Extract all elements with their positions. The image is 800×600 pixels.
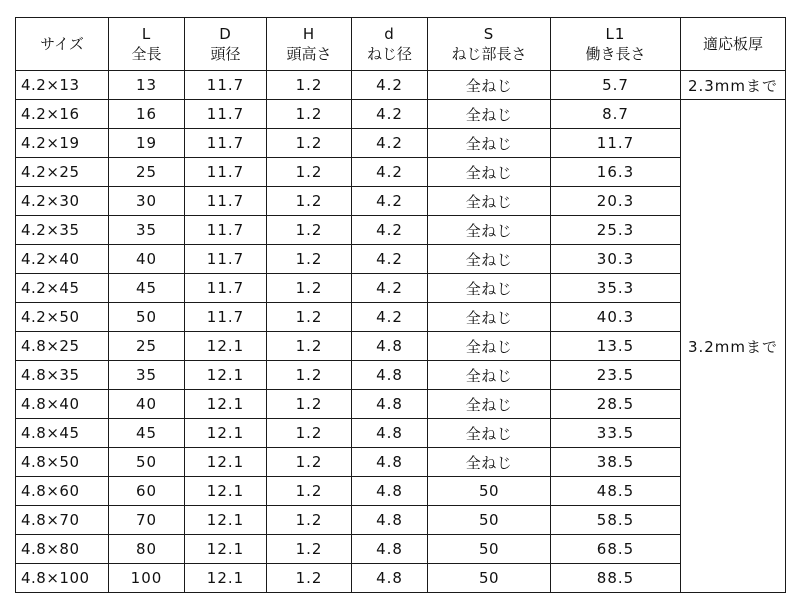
cell-thread-length: 全ねじ bbox=[428, 419, 551, 448]
cell-head-diameter: 12.1 bbox=[185, 477, 267, 506]
cell-working-length: 88.5 bbox=[551, 564, 681, 593]
cell-thread-length: 全ねじ bbox=[428, 303, 551, 332]
cell-size: 4.2×30 bbox=[16, 187, 109, 216]
cell-length: 100 bbox=[109, 564, 185, 593]
cell-length: 35 bbox=[109, 361, 185, 390]
cell-length: 13 bbox=[109, 71, 185, 100]
table-row bbox=[16, 390, 786, 419]
cell-working-length: 28.5 bbox=[551, 390, 681, 419]
cell-thread-length: 50 bbox=[428, 535, 551, 564]
cell-head-height: 1.2 bbox=[267, 303, 352, 332]
cell-working-length: 38.5 bbox=[551, 448, 681, 477]
cell-head-diameter: 11.7 bbox=[185, 100, 267, 129]
header-thread-diameter bbox=[352, 18, 428, 71]
cell-working-length: 5.7 bbox=[551, 71, 681, 100]
cell-length: 80 bbox=[109, 535, 185, 564]
cell-working-length: 8.7 bbox=[551, 100, 681, 129]
table-row bbox=[16, 332, 786, 361]
table-row bbox=[16, 274, 786, 303]
cell-head-diameter: 12.1 bbox=[185, 361, 267, 390]
cell-length: 50 bbox=[109, 303, 185, 332]
cell-head-height: 1.2 bbox=[267, 187, 352, 216]
table-body bbox=[16, 71, 786, 593]
cell-head-height: 1.2 bbox=[267, 477, 352, 506]
cell-head-diameter: 11.7 bbox=[185, 274, 267, 303]
cell-working-length: 25.3 bbox=[551, 216, 681, 245]
cell-head-diameter: 11.7 bbox=[185, 187, 267, 216]
cell-head-height: 1.2 bbox=[267, 332, 352, 361]
cell-size: 4.8×40 bbox=[16, 390, 109, 419]
cell-head-height: 1.2 bbox=[267, 129, 352, 158]
cell-length: 50 bbox=[109, 448, 185, 477]
cell-head-height: 1.2 bbox=[267, 245, 352, 274]
cell-thread-length: 全ねじ bbox=[428, 216, 551, 245]
cell-length: 30 bbox=[109, 187, 185, 216]
table-row bbox=[16, 361, 786, 390]
header-working-length-symbol: L1 bbox=[605, 25, 626, 43]
header-head-diameter-symbol: D bbox=[219, 25, 232, 43]
cell-thread-diameter: 4.8 bbox=[352, 564, 428, 593]
cell-head-diameter: 12.1 bbox=[185, 506, 267, 535]
table-row bbox=[16, 303, 786, 332]
cell-size: 4.8×100 bbox=[16, 564, 109, 593]
screw-spec-table bbox=[15, 17, 786, 593]
table-row bbox=[16, 100, 786, 129]
cell-head-height: 1.2 bbox=[267, 361, 352, 390]
header-head-diameter bbox=[185, 18, 267, 71]
cell-thread-length: 全ねじ bbox=[428, 390, 551, 419]
cell-head-height: 1.2 bbox=[267, 100, 352, 129]
cell-thread-diameter: 4.8 bbox=[352, 535, 428, 564]
header-length bbox=[109, 18, 185, 71]
cell-thread-diameter: 4.8 bbox=[352, 332, 428, 361]
cell-head-height: 1.2 bbox=[267, 158, 352, 187]
table-row bbox=[16, 129, 786, 158]
cell-working-length: 13.5 bbox=[551, 332, 681, 361]
cell-length: 40 bbox=[109, 390, 185, 419]
cell-length: 45 bbox=[109, 419, 185, 448]
cell-plate-thickness: 3.2mmまで bbox=[681, 100, 786, 593]
cell-size: 4.2×50 bbox=[16, 303, 109, 332]
cell-thread-diameter: 4.2 bbox=[352, 158, 428, 187]
cell-thread-length: 全ねじ bbox=[428, 332, 551, 361]
cell-head-diameter: 12.1 bbox=[185, 448, 267, 477]
header-plate-thickness bbox=[681, 18, 786, 71]
header-working-length-name: 働き長さ bbox=[585, 45, 646, 63]
cell-working-length: 23.5 bbox=[551, 361, 681, 390]
table-row bbox=[16, 564, 786, 593]
header-row bbox=[16, 18, 786, 71]
cell-thread-diameter: 4.8 bbox=[352, 419, 428, 448]
cell-size: 4.2×25 bbox=[16, 158, 109, 187]
cell-thread-diameter: 4.8 bbox=[352, 477, 428, 506]
cell-thread-diameter: 4.8 bbox=[352, 361, 428, 390]
cell-size: 4.2×16 bbox=[16, 100, 109, 129]
cell-thread-diameter: 4.2 bbox=[352, 303, 428, 332]
cell-thread-length: 全ねじ bbox=[428, 100, 551, 129]
cell-thread-length: 全ねじ bbox=[428, 71, 551, 100]
cell-thread-length: 全ねじ bbox=[428, 361, 551, 390]
cell-thread-length: 全ねじ bbox=[428, 158, 551, 187]
cell-plate-thickness: 2.3mmまで bbox=[681, 71, 786, 100]
header-thread-length bbox=[428, 18, 551, 71]
cell-working-length: 58.5 bbox=[551, 506, 681, 535]
cell-thread-diameter: 4.2 bbox=[352, 245, 428, 274]
cell-thread-length: 50 bbox=[428, 477, 551, 506]
cell-head-height: 1.2 bbox=[267, 506, 352, 535]
cell-length: 40 bbox=[109, 245, 185, 274]
cell-working-length: 35.3 bbox=[551, 274, 681, 303]
header-thread-length-symbol: S bbox=[483, 25, 495, 43]
table-row bbox=[16, 506, 786, 535]
cell-thread-diameter: 4.2 bbox=[352, 274, 428, 303]
cell-thread-diameter: 4.8 bbox=[352, 506, 428, 535]
cell-working-length: 40.3 bbox=[551, 303, 681, 332]
cell-working-length: 11.7 bbox=[551, 129, 681, 158]
cell-thread-diameter: 4.2 bbox=[352, 216, 428, 245]
cell-length: 60 bbox=[109, 477, 185, 506]
cell-size: 4.8×35 bbox=[16, 361, 109, 390]
cell-head-height: 1.2 bbox=[267, 535, 352, 564]
header-head-height-name: 頭高さ bbox=[286, 45, 332, 63]
cell-head-diameter: 11.7 bbox=[185, 71, 267, 100]
cell-working-length: 30.3 bbox=[551, 245, 681, 274]
header-thread-diameter-symbol: d bbox=[384, 25, 395, 43]
cell-head-height: 1.2 bbox=[267, 216, 352, 245]
cell-head-diameter: 11.7 bbox=[185, 303, 267, 332]
table-row bbox=[16, 477, 786, 506]
cell-working-length: 20.3 bbox=[551, 187, 681, 216]
cell-thread-length: 全ねじ bbox=[428, 187, 551, 216]
table-row bbox=[16, 245, 786, 274]
cell-length: 70 bbox=[109, 506, 185, 535]
cell-head-diameter: 12.1 bbox=[185, 390, 267, 419]
cell-length: 45 bbox=[109, 274, 185, 303]
header-size bbox=[16, 18, 109, 71]
cell-size: 4.2×19 bbox=[16, 129, 109, 158]
header-thread-diameter-name: ねじ径 bbox=[366, 45, 412, 63]
header-head-height-symbol: H bbox=[302, 25, 316, 43]
cell-working-length: 68.5 bbox=[551, 535, 681, 564]
cell-head-height: 1.2 bbox=[267, 564, 352, 593]
cell-head-diameter: 12.1 bbox=[185, 419, 267, 448]
cell-head-height: 1.2 bbox=[267, 419, 352, 448]
cell-head-diameter: 11.7 bbox=[185, 129, 267, 158]
header-head-height bbox=[267, 18, 352, 71]
cell-thread-diameter: 4.2 bbox=[352, 100, 428, 129]
cell-head-diameter: 12.1 bbox=[185, 564, 267, 593]
cell-length: 25 bbox=[109, 332, 185, 361]
cell-head-height: 1.2 bbox=[267, 390, 352, 419]
cell-thread-length: 50 bbox=[428, 506, 551, 535]
table-row bbox=[16, 187, 786, 216]
cell-head-diameter: 11.7 bbox=[185, 216, 267, 245]
cell-size: 4.2×40 bbox=[16, 245, 109, 274]
cell-size: 4.8×80 bbox=[16, 535, 109, 564]
header-plate-thickness-name: 適応板厚 bbox=[702, 35, 763, 53]
cell-thread-length: 50 bbox=[428, 564, 551, 593]
cell-thread-length: 全ねじ bbox=[428, 245, 551, 274]
cell-head-height: 1.2 bbox=[267, 71, 352, 100]
cell-thread-diameter: 4.2 bbox=[352, 71, 428, 100]
cell-working-length: 48.5 bbox=[551, 477, 681, 506]
cell-size: 4.2×35 bbox=[16, 216, 109, 245]
cell-thread-diameter: 4.8 bbox=[352, 448, 428, 477]
cell-working-length: 16.3 bbox=[551, 158, 681, 187]
cell-thread-diameter: 4.8 bbox=[352, 390, 428, 419]
table-row bbox=[16, 448, 786, 477]
header-head-diameter-name: 頭径 bbox=[210, 45, 241, 63]
table-header bbox=[16, 18, 786, 71]
cell-thread-diameter: 4.2 bbox=[352, 129, 428, 158]
cell-working-length: 33.5 bbox=[551, 419, 681, 448]
cell-size: 4.8×50 bbox=[16, 448, 109, 477]
cell-head-height: 1.2 bbox=[267, 448, 352, 477]
table-row bbox=[16, 71, 786, 100]
cell-head-diameter: 12.1 bbox=[185, 535, 267, 564]
cell-length: 16 bbox=[109, 100, 185, 129]
header-thread-length-name: ねじ部長さ bbox=[451, 45, 527, 63]
table-row bbox=[16, 158, 786, 187]
cell-size: 4.8×60 bbox=[16, 477, 109, 506]
cell-size: 4.2×13 bbox=[16, 71, 109, 100]
cell-thread-length: 全ねじ bbox=[428, 129, 551, 158]
cell-length: 25 bbox=[109, 158, 185, 187]
cell-length: 35 bbox=[109, 216, 185, 245]
cell-head-diameter: 11.7 bbox=[185, 158, 267, 187]
cell-thread-length: 全ねじ bbox=[428, 448, 551, 477]
cell-head-diameter: 12.1 bbox=[185, 332, 267, 361]
cell-head-diameter: 11.7 bbox=[185, 245, 267, 274]
header-size-name: サイズ bbox=[40, 35, 84, 53]
table-row bbox=[16, 419, 786, 448]
cell-head-height: 1.2 bbox=[267, 274, 352, 303]
cell-thread-diameter: 4.2 bbox=[352, 187, 428, 216]
header-length-symbol: L bbox=[141, 25, 152, 43]
cell-size: 4.8×25 bbox=[16, 332, 109, 361]
table-row bbox=[16, 216, 786, 245]
cell-length: 19 bbox=[109, 129, 185, 158]
cell-size: 4.2×45 bbox=[16, 274, 109, 303]
cell-size: 4.8×70 bbox=[16, 506, 109, 535]
cell-size: 4.8×45 bbox=[16, 419, 109, 448]
header-working-length bbox=[551, 18, 681, 71]
table-row bbox=[16, 535, 786, 564]
header-length-name: 全長 bbox=[131, 45, 162, 63]
cell-thread-length: 全ねじ bbox=[428, 274, 551, 303]
